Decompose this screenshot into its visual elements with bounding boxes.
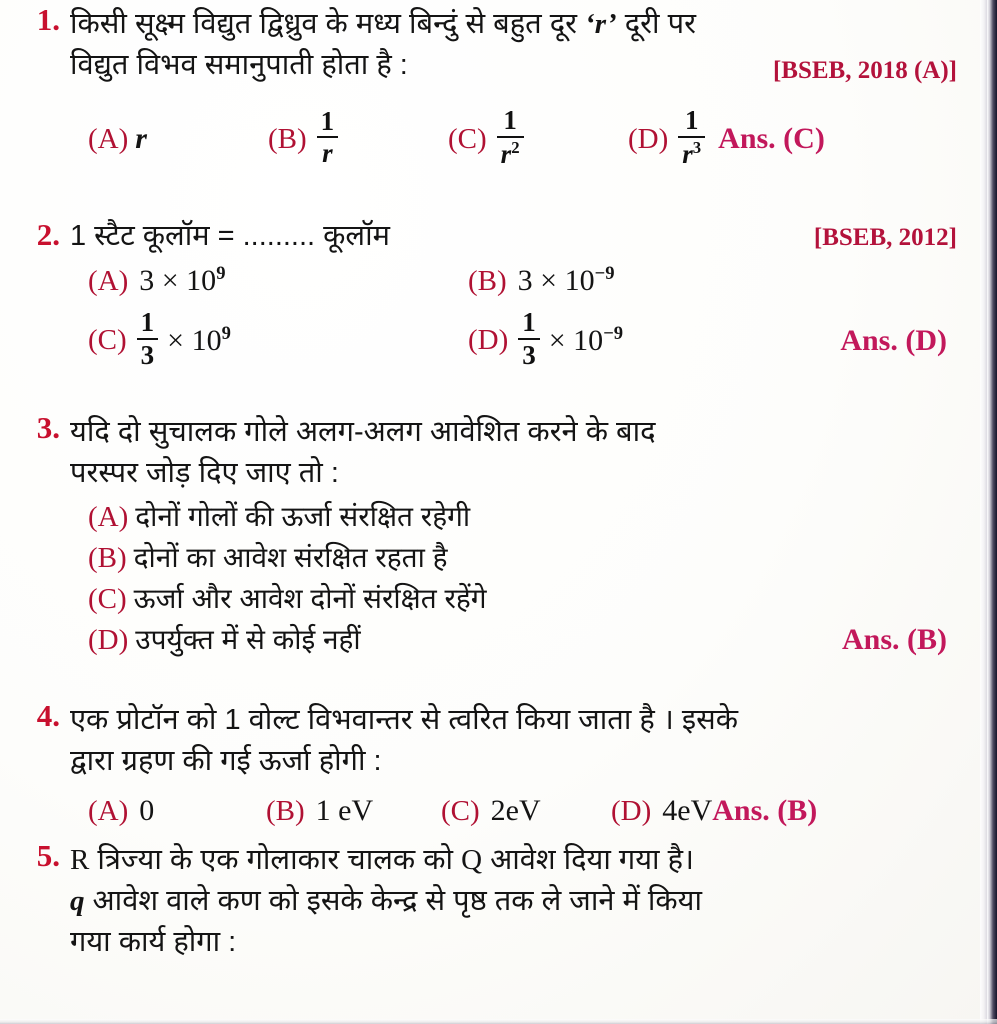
question-1-text-part-1	[70, 4, 696, 45]
power-base: 3 × 10	[517, 264, 595, 298]
question-3-line-2	[70, 453, 957, 494]
q1-stem-b: दूरी पर	[616, 8, 696, 40]
question-3-text-part-1: यदि दो सुचालक गोले अलग-अलग आवेशित करने के बाद	[70, 416, 656, 448]
option-4-a[interactable]	[88, 794, 266, 828]
answer-3-wrap	[842, 623, 965, 657]
question-1-number: 1.	[36, 2, 60, 37]
fraction-1-over-3	[518, 308, 540, 369]
exam-tag: [BSEB, 2018 (A)]	[772, 57, 957, 85]
q5-stem-a: त्रिज्या के एक गोलाकार चालक को	[89, 844, 462, 876]
page-edge-shadow	[980, 0, 987, 1024]
fraction-1-over-r-cubed	[678, 106, 705, 168]
option-3-d[interactable]	[88, 620, 965, 658]
option-4-b[interactable]	[266, 794, 441, 828]
option-letter-c: (C)	[88, 324, 127, 357]
fraction-1-over-r-squared	[497, 106, 524, 168]
q5-stem-b: आवेश दिया गया है।	[482, 844, 695, 876]
question-1-options	[88, 105, 965, 170]
question-1	[18, 4, 965, 170]
fraction-1-over-r	[317, 107, 339, 168]
option-1-a[interactable]	[88, 122, 268, 156]
question-4-number: 4.	[36, 698, 60, 733]
option-4-d[interactable]	[611, 794, 712, 828]
question-4	[18, 700, 965, 828]
fraction-denominator: 3	[137, 338, 159, 369]
option-letter-c: (C)	[441, 795, 480, 828]
question-5-text-part-2	[70, 885, 702, 917]
fraction-denominator: 3	[518, 338, 540, 369]
fraction-numerator: 1	[522, 307, 536, 338]
option-letter-b: (B)	[266, 795, 305, 828]
exam-tag: [BSEB, 2012]	[813, 224, 957, 251]
option-letter-a: (A)	[88, 501, 129, 534]
question-4-options	[88, 794, 965, 828]
den-exponent: 3	[692, 137, 702, 157]
question-1-exam-tag-wrap	[773, 57, 965, 85]
option-letter-d: (D)	[468, 324, 509, 357]
power-base: 3 × 10	[139, 264, 217, 298]
question-5-text-part-1	[70, 840, 694, 881]
symbol-q: q	[70, 885, 85, 918]
option-1-c[interactable]	[448, 105, 628, 170]
option-value-d	[549, 323, 623, 358]
power-exponent: 9	[216, 263, 226, 285]
option-letter-d: (D)	[88, 624, 129, 657]
option-value-a: 0	[139, 794, 155, 828]
q1-symbol-r: ‘r’	[585, 8, 617, 40]
question-4-line-1	[18, 700, 965, 741]
question-5-line-3	[70, 922, 957, 963]
option-letter-b: (B)	[88, 542, 127, 575]
question-5-line-2	[70, 881, 957, 922]
option-value-d: उपर्युक्त में से कोई नहीं	[135, 624, 361, 656]
option-letter-a: (A)	[88, 265, 129, 298]
option-value-c: ऊर्जा और आवेश दोनों संरक्षित रहेंगे	[133, 583, 487, 615]
option-value-b	[518, 264, 615, 297]
option-letter-d: (D)	[611, 795, 652, 828]
book-gutter-edge	[987, 0, 997, 1024]
option-2-c[interactable]	[88, 307, 468, 371]
option-3-a[interactable]	[88, 497, 965, 535]
fraction-numerator: 1	[140, 307, 155, 338]
question-5-number: 5.	[36, 838, 60, 873]
den-base: r	[500, 138, 512, 169]
question-2-options-row-1	[88, 263, 965, 298]
option-value-a	[139, 264, 225, 297]
option-letter-d: (D)	[628, 122, 669, 155]
fraction-1-over-3	[137, 308, 159, 369]
fraction-denominator	[678, 136, 705, 168]
option-1-d[interactable]	[628, 105, 825, 170]
fraction-numerator: 1	[684, 105, 699, 136]
power-exponent: −9	[603, 323, 624, 345]
power-base: × 10	[167, 324, 222, 358]
option-letter-a: (A)	[88, 122, 129, 155]
fraction-numerator: 1	[320, 105, 335, 136]
question-3-line-1	[18, 412, 965, 453]
option-value-d: 4eV	[662, 794, 713, 828]
power-exponent: −9	[594, 263, 615, 285]
option-3-c[interactable]	[88, 579, 965, 617]
question-4-text-part-1: एक प्रोटॉन को 1 वोल्ट विभवान्तर से त्वरित किया जाता है । इसके	[70, 704, 739, 736]
question-1-line-2	[70, 45, 965, 86]
question-4-text-part-2: द्वारा ग्रहण की गई ऊर्जा होगी :	[70, 745, 382, 778]
option-3-b[interactable]	[88, 538, 965, 576]
page-bottom-edge	[0, 1019, 997, 1024]
question-2	[18, 216, 965, 371]
question-2-options-row-2	[88, 307, 965, 371]
fraction-denominator	[497, 136, 524, 168]
question-5	[18, 840, 965, 964]
option-value-a: r	[135, 122, 147, 156]
question-1-text-part-2: विद्युत विभव समानुपाती होता है :	[70, 49, 408, 82]
question-2-exam-tag-wrap	[814, 224, 965, 252]
question-2-line-1	[18, 216, 965, 257]
option-1-b[interactable]	[268, 105, 448, 170]
option-value-b: दोनों का आवेश संरक्षित रहता है	[133, 542, 448, 574]
option-2-d[interactable]	[468, 307, 808, 371]
q1-stem-a: किसी सूक्ष्म विद्युत द्विध्रुव के मध्य बिन्दुं से बहुत दूर	[70, 8, 586, 40]
option-4-c[interactable]	[441, 794, 611, 828]
q5-stem-c: आवेश वाले कण को इसके केन्द्र से पृष्ठ तक ले जाने में किया	[84, 885, 702, 918]
answer-2: Ans. (D)	[840, 323, 947, 357]
power-base: × 10	[548, 324, 604, 358]
answer-4: Ans. (B)	[712, 794, 818, 828]
question-2-text: 1 स्टैट कूलॉम = ......... कूलॉम	[70, 220, 390, 252]
question-5-text-part-3: गया कार्य होगा :	[70, 926, 237, 959]
question-3-text-part-2: परस्पर जोड़ दिए जाए तो :	[70, 457, 339, 490]
option-value-c	[167, 323, 231, 358]
option-value-b: 1 eV	[315, 794, 374, 828]
option-letter-b: (B)	[468, 265, 507, 298]
question-5-line-1	[18, 840, 965, 881]
answer-1: Ans. (C)	[718, 122, 825, 156]
question-2-number: 2.	[36, 217, 60, 252]
option-2-a[interactable]	[88, 263, 468, 298]
option-letter-c: (C)	[88, 583, 127, 616]
fraction-denominator: r	[317, 136, 339, 167]
option-letter-c: (C)	[448, 122, 487, 155]
option-value-c: 2eV	[490, 794, 541, 828]
power-exponent: 9	[221, 323, 231, 345]
option-2-b[interactable]	[468, 263, 808, 298]
den-exponent: 2	[511, 137, 520, 157]
fraction-numerator: 1	[503, 105, 517, 136]
question-1-line-1	[18, 4, 965, 45]
symbol-R: R	[70, 844, 90, 876]
den-base: r	[682, 138, 693, 169]
question-3	[18, 412, 965, 658]
symbol-Q: Q	[461, 844, 483, 876]
option-letter-b: (B)	[268, 122, 307, 155]
question-3-number: 3.	[36, 410, 60, 445]
question-4-line-2	[70, 741, 957, 782]
option-value-a: दोनों गोलों की ऊर्जा संरक्षित रहेगी	[135, 501, 471, 533]
answer-3: Ans. (B)	[841, 623, 947, 657]
option-letter-a: (A)	[88, 795, 129, 828]
answer-2-wrap	[840, 324, 965, 358]
